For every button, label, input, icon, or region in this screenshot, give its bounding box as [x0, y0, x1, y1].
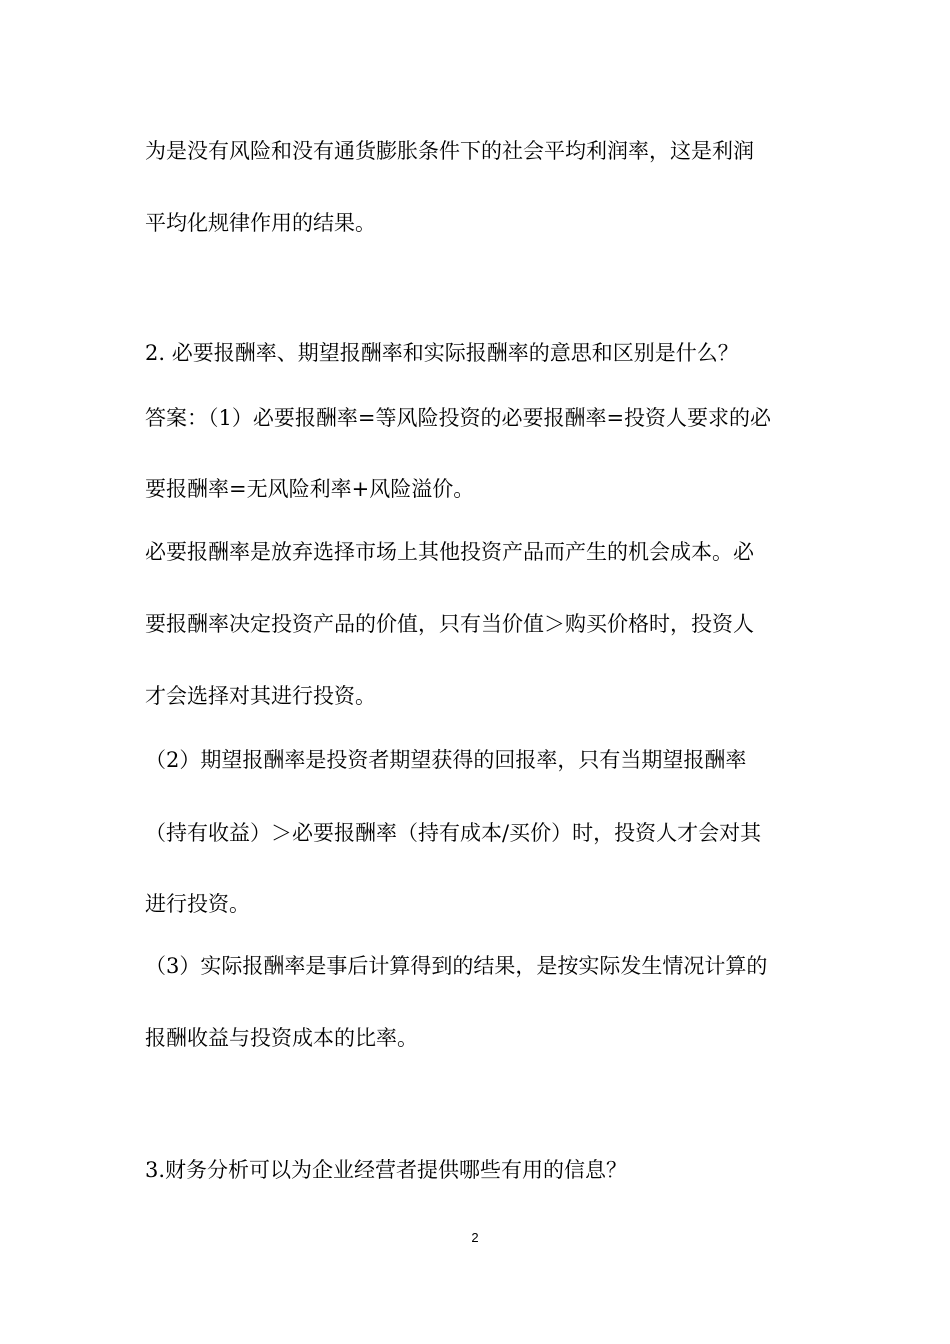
page-number: 2	[471, 1230, 479, 1245]
paragraph-line: 必要报酬率是放弃选择市场上其他投资产品而产生的机会成本。必	[145, 540, 754, 564]
paragraph-line: 才会选择对其进行投资。	[145, 684, 376, 708]
answer-line: 答案：（1）必要报酬率=等风险投资的必要报酬率=投资人要求的必	[145, 406, 772, 430]
question-heading: 2. 必要报酬率、期望报酬率和实际报酬率的意思和区别是什么？	[145, 341, 739, 365]
answer-line: 要报酬率=无风险利率+风险溢价。	[145, 477, 475, 501]
paragraph-line: （3）实际报酬率是事后计算得到的结果，是按实际发生情况计算的	[145, 954, 768, 978]
paragraph-line: 平均化规律作用的结果。	[145, 211, 376, 235]
paragraph-line: （持有收益）＞必要报酬率（持有成本/买价）时，投资人才会对其	[145, 821, 762, 845]
paragraph-line: 报酬收益与投资成本的比率。	[145, 1026, 418, 1050]
paragraph-line: （2）期望报酬率是投资者期望获得的回报率，只有当期望报酬率	[145, 748, 747, 772]
question-heading: 3.财务分析可以为企业经营者提供哪些有用的信息？	[145, 1158, 628, 1182]
paragraph-line: 要报酬率决定投资产品的价值，只有当价值＞购买价格时，投资人	[145, 612, 754, 636]
paragraph-line: 进行投资。	[145, 892, 250, 916]
paragraph-line: 为是没有风险和没有通货膨胀条件下的社会平均利润率，这是利润	[145, 139, 754, 163]
